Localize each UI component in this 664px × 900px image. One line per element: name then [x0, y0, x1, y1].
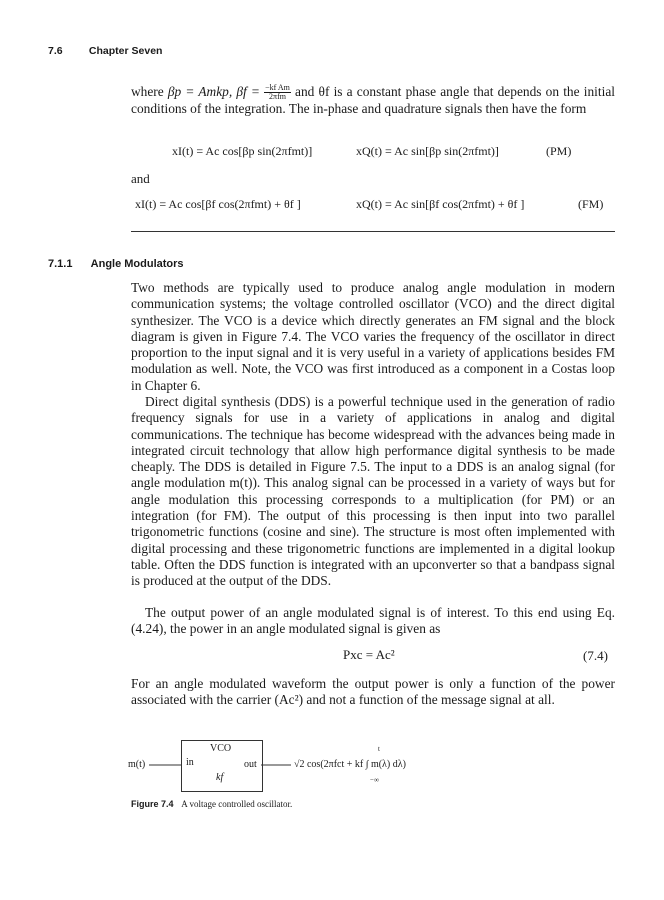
beta-definition: βp = Amkp, βf =: [167, 84, 260, 99]
paragraph-closing: For an angle modulated waveform the output power is only a function of the power associated with the carrier (Ac²) and not a function of the message signal at all.: [131, 676, 615, 708]
figure-caption: [131, 799, 292, 809]
figure-caption-label: Figure 7.4: [131, 799, 174, 809]
figure-caption-text: A voltage controlled oscillator.: [181, 799, 293, 809]
fm-tag: (FM): [578, 197, 604, 211]
vco-block-title: VCO: [210, 743, 232, 754]
vco-output-expression: √2 cos(2πfct + kf ∫ m(λ) dλ): [294, 759, 406, 770]
fraction-denominator: 2πfm: [269, 92, 286, 102]
paragraph-power: The output power of an angle modulated signal is of interest. To this end using Eq. (4.24), the power in an angle modulated signal is given as: [131, 605, 615, 637]
and-text: and: [131, 171, 150, 186]
section-number: 7.1.1: [48, 258, 73, 270]
chapter-title: Chapter Seven: [88, 45, 163, 57]
pm-tag: (PM): [546, 144, 572, 158]
power-equation: Pxc = Ac²: [343, 647, 395, 662]
section-title: Angle Modulators: [90, 258, 184, 270]
where-text: where: [131, 84, 164, 99]
page-number: 7.6: [48, 45, 63, 57]
vco-in-label: in: [186, 757, 194, 768]
equation-number: (7.4): [583, 648, 608, 663]
paragraph-dds: Direct digital synthesis (DDS) is a powerful technique used in the generation of radio frequency signals for use in a variety of applications in analog and digital communications. The technique has become widespread with the advances being made in integrated circuit technology that allow high performance digital synthesis to be made cheaply. The DDS is detailed in Figure 7.5. The input to a DDS is an analog signal (for angle modulation m(t)). This analog signal can be processed in a variety of ways but for angle modulation this processing corresponds to a multiplication (for PM) or an integration (for FM). The output of this processing is then input into two parallel trigonometric functions (cosine and sine). The structure is most often implemented with digital processing and these trigonometric functions are implemented in a digital lookup table. Often the DDS function is integrated with an upconverter so that a bandpass signal is produced at the output of the DDS.: [131, 394, 615, 589]
fm-quadrature-equation: xQ(t) = Ac sin[βf cos(2πfmt) + θf ]: [356, 197, 525, 211]
intro-rest: initial conditions of the integration. The in-phase and quadrature signals then have the form: [131, 84, 615, 117]
fraction-numerator: −kf Am: [265, 83, 290, 93]
vco-out-label: out: [244, 759, 257, 770]
pm-quadrature-equation: xQ(t) = Ac sin[βp sin(2πfmt)]: [356, 144, 499, 158]
paragraph-vco: Two methods are typically used to produce analog angle modulation in modern communication systems; the voltage controlled oscillator (VCO) and the direct digital synthesizer. The VCO is a device which directly generates an FM signal and the block diagram is given in Figure 7.4. The VCO varies the frequency of the oscillator in direct proportion to the input signal and it is very useful in a variety of applications besides FM modulation as well. Note, the VCO was first introduced as a component in a Costas loop in Chapter 6.: [131, 280, 615, 393]
integral-upper-limit: t: [378, 745, 380, 753]
vco-gain-label: kf: [216, 772, 224, 783]
input-signal-label: m(t): [128, 759, 146, 770]
integral-lower-limit: −∞: [370, 776, 379, 784]
pm-inphase-equation: xI(t) = Ac cos[βp sin(2πfmt)]: [172, 144, 313, 158]
fm-inphase-equation: xI(t) = Ac cos[βf cos(2πfmt) + θf ]: [135, 197, 301, 211]
intro-line1-rest: and θf is a constant phase angle that depends on the: [295, 84, 580, 99]
